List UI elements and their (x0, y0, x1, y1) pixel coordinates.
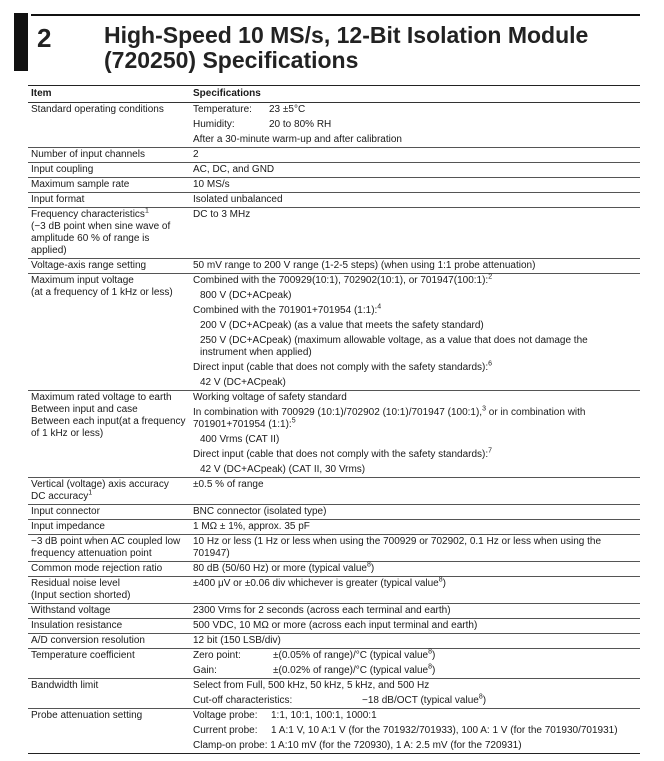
conditions-note: After a 30-minute warm-up and after calibration (193, 134, 402, 145)
item-cell: Maximum rated voltage to earth Between input and case Between each input(at a frequency of 1 kHz or less) (28, 391, 190, 478)
table-row (28, 274, 640, 391)
item-cell: Standard operating conditions (28, 103, 190, 148)
item-cell: Insulation resistance (28, 619, 190, 634)
table-row (28, 163, 640, 178)
item-cell: Maximum sample rate (28, 178, 190, 193)
table-row (28, 520, 640, 535)
humidity-label: Humidity: (193, 119, 235, 130)
item-cell: Residual noise level (Input section shorted) (28, 577, 190, 604)
spec-cell: 10 MS/s (190, 178, 640, 193)
table-row (28, 478, 640, 505)
table-row (28, 208, 640, 259)
spec-cell: 2 (190, 148, 640, 163)
item-cell: Voltage-axis range setting (28, 259, 190, 274)
table-row (28, 604, 640, 619)
item-cell: Common mode rejection ratio (28, 562, 190, 577)
item-cell: Input connector (28, 505, 190, 520)
column-header-specifications: Specifications (190, 86, 640, 103)
table-row (28, 649, 640, 679)
spec-cell: 50 mV range to 200 V range (1-2-5 steps) (when using 1:1 probe attenuation) (190, 259, 640, 274)
item-cell: A/D conversion resolution (28, 634, 190, 649)
item-cell: Temperature coefficient (28, 649, 190, 679)
spec-cell: BNC connector (isolated type) (190, 505, 640, 520)
column-header-item: Item (28, 86, 190, 103)
item-cell: Vertical (voltage) axis accuracy DC accuracy$^1$ (28, 478, 190, 505)
spec-cell: DC to 3 MHz (190, 208, 640, 259)
table-header-row (28, 86, 640, 103)
item-cell: −3 dB point when AC coupled low frequency attenuation point (28, 535, 190, 562)
table-row (28, 193, 640, 208)
item-cell: Frequency characteristics$^1$ (−3 dB point when sine wave of amplitude 60 % of range is applied) (28, 208, 190, 259)
chapter-number: 2 (37, 23, 52, 53)
table-row (28, 577, 640, 604)
item-cell: Input format (28, 193, 190, 208)
item-cell: Maximum input voltage (at a frequency of 1 kHz or less) (28, 274, 190, 391)
humidity-value: 20 to 80% RH (269, 119, 332, 130)
spec-cell: Voltage probe: 1:1, 10:1, 100:1, 1000:1 Current probe: 1 A:1 V, 10 A:1 V (for the 701932/701933), 100 A: 1 V (for the 701930/701931) Clamp-on probe: 1 A:10 mV (for the 720930), 1 A: 2.5 mV (for the 720931) (190, 709, 640, 754)
table-row (28, 535, 640, 562)
spec-cell: AC, DC, and GND (190, 163, 640, 178)
spec-cell: Working voltage of safety standard In combination with 700929 (10:1)/702902 (10:1)/701947 (100:1),$^3$ or in combination with 701901+701954 (1:1):$^5$ 400 Vrms (CAT II) Direct input (cable that does not comply with the safety standards):$^7$ 42 V (DC+ACpeak) (CAT II, 30 Vrms) (190, 391, 640, 478)
spec-cell: 1 MΩ ± 1%, approx. 35 pF (190, 520, 640, 535)
spec-cell: Combined with the 700929(10:1), 702902(10:1), or 701947(100:1):$^2$ 800 V (DC+ACpeak) Combined with the 701901+701954 (1:1):$^4$ 200 V (DC+ACpeak) (as a value that meets the safety standard) 250 V (DC+ACpeak) (maximum allowable voltage, as a value that does not damage the instrument when applied) Direct input (cable that does not comply with the safety standards):$^6$ 42 V (DC+ACpeak) (190, 274, 640, 391)
spec-cell: Select from Full, 500 kHz, 50 kHz, 5 kHz, and 500 Hz Cut-off characteristics: −18 dB/OCT (typical value$^8$) (190, 679, 640, 709)
table-row (28, 103, 640, 148)
item-cell: Input impedance (28, 520, 190, 535)
header-rule (31, 14, 640, 16)
spec-cell: 10 Hz or less (1 Hz or less when using the 700929 or 702902, 0.1 Hz or less when using the 701947) (190, 535, 640, 562)
table-row (28, 562, 640, 577)
table-row (28, 619, 640, 634)
spec-cell: ±400 μV or ±0.06 div whichever is greater (typical value$^8$) (190, 577, 640, 604)
chapter-header (0, 0, 664, 76)
table-row (28, 178, 640, 193)
table-row (28, 634, 640, 649)
item-cell: Number of input channels (28, 148, 190, 163)
specifications-table (28, 85, 640, 754)
table-row (28, 259, 640, 274)
spec-cell: 12 bit (150 LSB/div) (190, 634, 640, 649)
chapter-marker-bar (14, 13, 28, 71)
spec-cell: ±0.5 % of range (190, 478, 640, 505)
item-cell: Withstand voltage (28, 604, 190, 619)
spec-cell: Isolated unbalanced (190, 193, 640, 208)
table-row (28, 148, 640, 163)
spec-cell: 80 dB (50/60 Hz) or more (typical value$^8$) (190, 562, 640, 577)
spec-cell: 500 VDC, 10 MΩ or more (across each input terminal and earth) (190, 619, 640, 634)
item-cell: Probe attenuation setting (28, 709, 190, 754)
table-row (28, 391, 640, 478)
table-row (28, 709, 640, 754)
page-title: High-Speed 10 MS/s, 12-Bit Isolation Module (720250) Specifications (104, 22, 589, 73)
spec-cell: 2300 Vrms for 2 seconds (across each terminal and earth) (190, 604, 640, 619)
spec-cell (190, 103, 640, 148)
temperature-label: Temperature: (193, 104, 252, 115)
item-cell: Bandwidth limit (28, 679, 190, 709)
temperature-value: 23 ±5°C (269, 104, 306, 115)
table-row (28, 679, 640, 709)
spec-cell: Zero point: ±(0.05% of range)/°C (typical value$^8$) Gain: ±(0.02% of range)/°C (typical value$^8$) (190, 649, 640, 679)
item-cell: Input coupling (28, 163, 190, 178)
table-row (28, 505, 640, 520)
